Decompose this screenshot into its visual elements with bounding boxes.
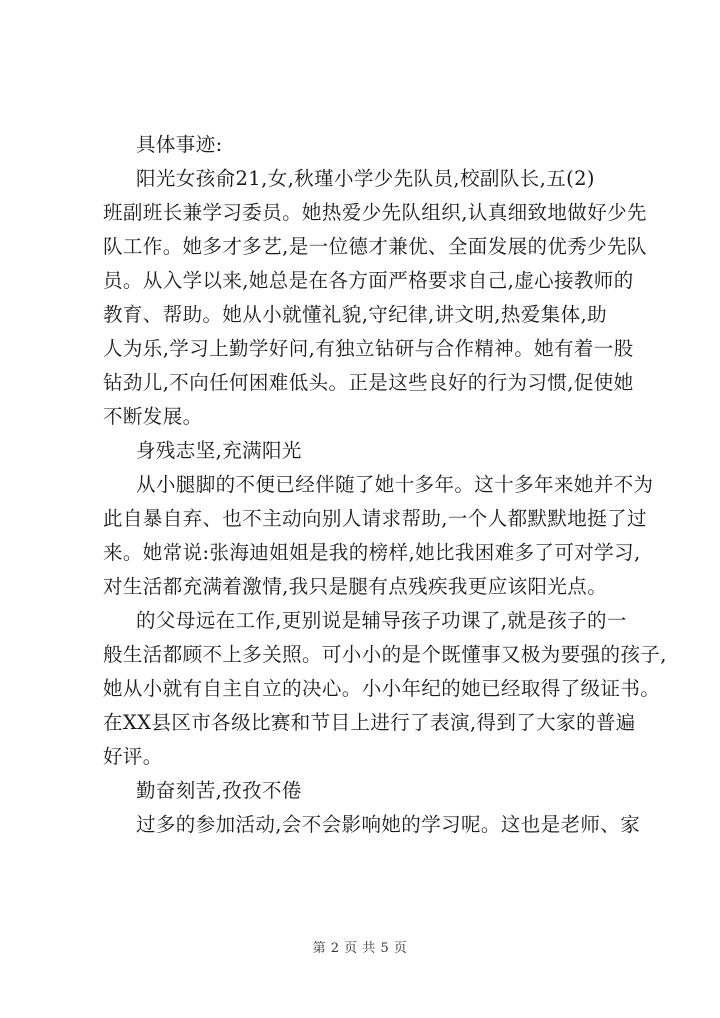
section-heading-perseverance: 身残志坚,充满阳光 — [136, 439, 302, 462]
paragraph-line: 钻劲儿,不向任何困难低头。正是这些良好的行为习惯,促使她 — [103, 371, 634, 394]
section-heading-deeds: 具体事迹: — [136, 133, 223, 156]
paragraph-line: 阳光女孩俞21,女,秋瑾小学少先队员,校副队长,五(2) — [136, 167, 595, 190]
paragraph-line: 班副班长兼学习委员。她热爱少先队组织,认真细致地做好少先 — [103, 201, 647, 224]
paragraph-line: 队工作。她多才多艺,是一位德才兼优、全面发展的优秀少先队 — [103, 235, 647, 258]
paragraph-line: 从小腿脚的不便已经伴随了她十多年。这十多年来她并不为 — [136, 473, 654, 496]
paragraph-line: 教育、帮助。她从小就懂礼貌,守纪律,讲文明,热爱集体,助 — [103, 303, 607, 326]
paragraph-line: 不断发展。 — [103, 405, 203, 428]
paragraph-line: 的父母远在工作,更别说是辅导孩子功课了,就是孩子的一 — [136, 609, 627, 632]
paragraph-line: 对生活都充满着激情,我只是腿有点残疾我更应该阳光点。 — [103, 575, 608, 598]
paragraph-line: 她从小就有自主自立的决心。小小年纪的她已经取得了级证书。 — [103, 677, 661, 700]
paragraph-line: 好评。 — [103, 745, 163, 768]
paragraph-line: 在XX县区市各级比赛和节目上进行了表演,得到了大家的普遍 — [103, 711, 636, 734]
paragraph-line: 来。她常说:张海迪姐姐是我的榜样,她比我困难多了可对学习, — [103, 541, 641, 564]
document-body — [103, 128, 667, 842]
paragraph-line: 人为乐,学习上勤学好问,有独立钻研与合作精神。她有着一股 — [103, 337, 634, 360]
page-number-footer: 第 2 页 共 5 页 — [312, 941, 408, 956]
section-heading-diligence: 勤奋刻苦,孜孜不倦 — [136, 779, 302, 802]
paragraph-line: 过多的参加活动,会不会影响她的学习呢。这也是老师、家 — [136, 813, 641, 836]
paragraph-line: 般生活都顾不上多关照。可小小的是个既懂事又极为要强的孩子, — [103, 643, 667, 666]
paragraph-line: 员。从入学以来,她总是在各方面严格要求自己,虚心接教师的 — [103, 269, 634, 292]
paragraph-line: 此自暴自弃、也不主动向别人请求帮助,一个人都默默地挺了过 — [103, 507, 647, 530]
